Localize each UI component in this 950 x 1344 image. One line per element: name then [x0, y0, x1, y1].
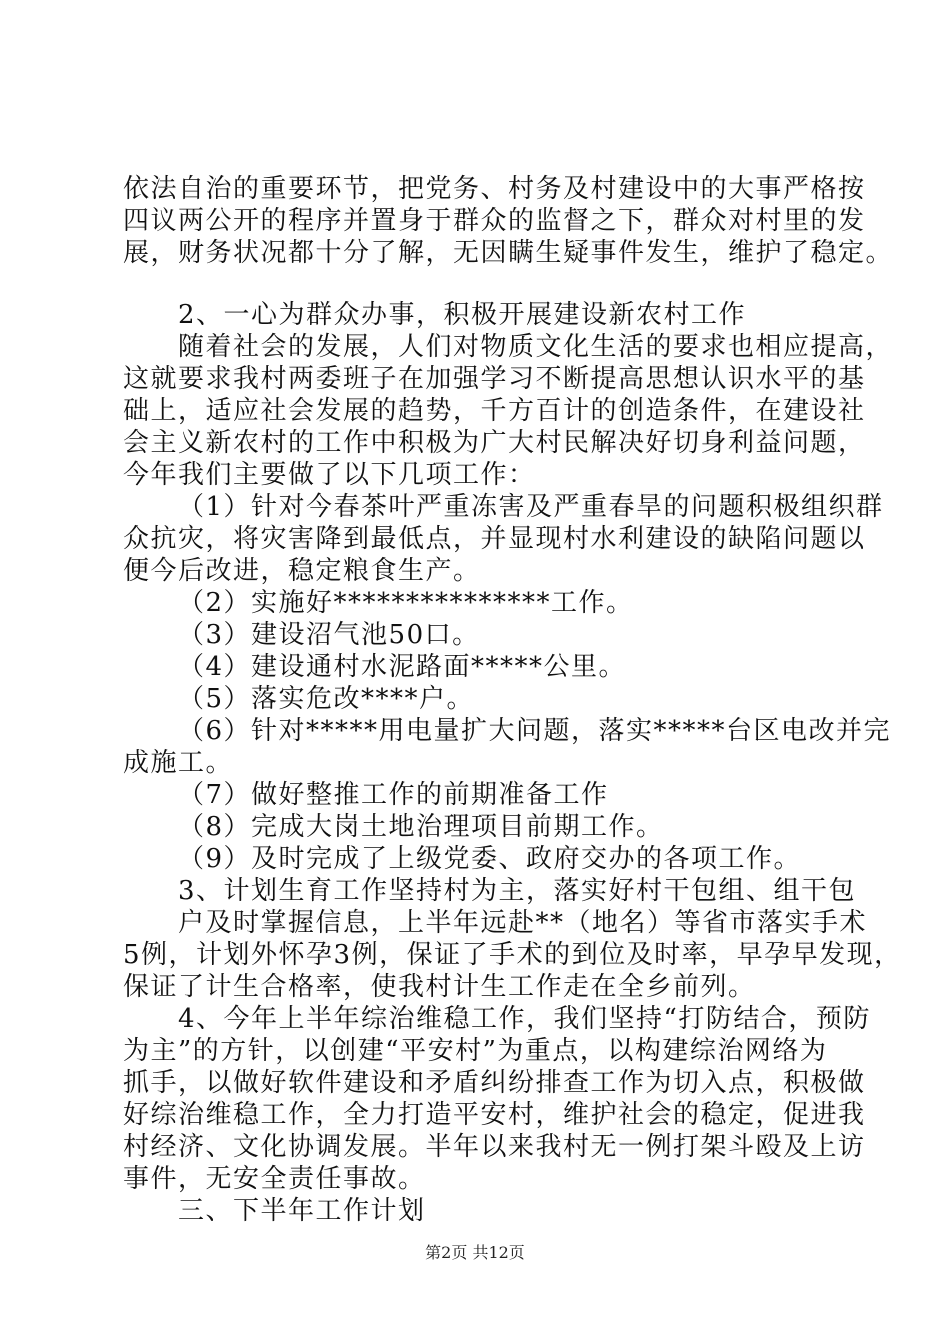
text-line: 今年我们主要做了以下几项工作： [123, 460, 536, 490]
text-line: 5例，计划外怀孕3例，保证了手术的到位及时率，早孕早发现， [123, 940, 902, 970]
page-footer: 第2页 共12页 [425, 1243, 525, 1262]
text-line: 展，财务状况都十分了解，无因瞒生疑事件发生，维护了稳定。 [123, 238, 894, 268]
text-line: 为主”的方针，以创建“平安村”为重点，以构建综治网络为 [123, 1036, 828, 1066]
section-heading: 4、今年上半年综治维稳工作，我们坚持“打防结合，预防 [178, 1004, 871, 1034]
text-line: 好综治维稳工作，全力打造平安村，维护社会的稳定，促进我 [123, 1100, 866, 1130]
list-item: （7）做好整推工作的前期准备工作 [178, 780, 609, 810]
section-heading: 3、计划生育工作坚持村为主，落实好村干包组、组干包 [178, 876, 857, 906]
text-line: 会主义新农村的工作中积极为广大村民解决好切身利益问题， [123, 428, 866, 458]
text-line: 抓手，以做好软件建设和矛盾纠纷排查工作为切入点，积极做 [123, 1068, 866, 1098]
text-line: 便今后改进，稳定粮食生产。 [123, 556, 481, 586]
list-item: （9）及时完成了上级党委、政府交办的各项工作。 [178, 844, 802, 874]
list-item: （2）实施好***************工作。 [178, 588, 634, 618]
text-line: 村经济、文化协调发展。半年以来我村无一例打架斗殴及上访 [123, 1132, 866, 1162]
list-item: （4）建设通村水泥路面*****公里。 [178, 652, 627, 682]
text-line: 四议两公开的程序并置身于群众的监督之下，群众对村里的发 [123, 206, 866, 236]
text-line: 础上，适应社会发展的趋势，千方百计的创造条件，在建设社 [123, 396, 866, 426]
text-line: 依法自治的重要环节，把党务、村务及村建设中的大事严格按 [123, 174, 866, 204]
section-heading: 三、下半年工作计划 [178, 1196, 426, 1226]
text-line: 这就要求我村两委班子在加强学习不断提高思想认识水平的基 [123, 364, 866, 394]
list-item: （6）针对*****用电量扩大问题，落实*****台区电改并完 [178, 716, 892, 746]
list-item: （1）针对今春茶叶严重冻害及严重春旱的问题积极组织群 [178, 492, 884, 522]
text-line: 事件，无安全责任事故。 [123, 1164, 426, 1194]
text-line: 户及时掌握信息，上半年远赴**（地名）等省市落实手术 [178, 908, 868, 938]
list-item: （5）落实危改****户。 [178, 684, 475, 714]
text-line: 众抗灾，将灾害降到最低点，并显现村水利建设的缺陷问题以 [123, 524, 866, 554]
text-line: 保证了计生合格率，使我村计生工作走在全乡前列。 [123, 972, 756, 1002]
list-item: （8）完成大岗土地治理项目前期工作。 [178, 812, 664, 842]
list-item: （3）建设沼气池50口。 [178, 620, 480, 650]
text-line: 随着社会的发展，人们对物质文化生活的要求也相应提高， [178, 332, 894, 362]
text-line: 成施工。 [123, 748, 234, 778]
section-heading: 2、一心为群众办事，积极开展建设新农村工作 [178, 300, 747, 330]
